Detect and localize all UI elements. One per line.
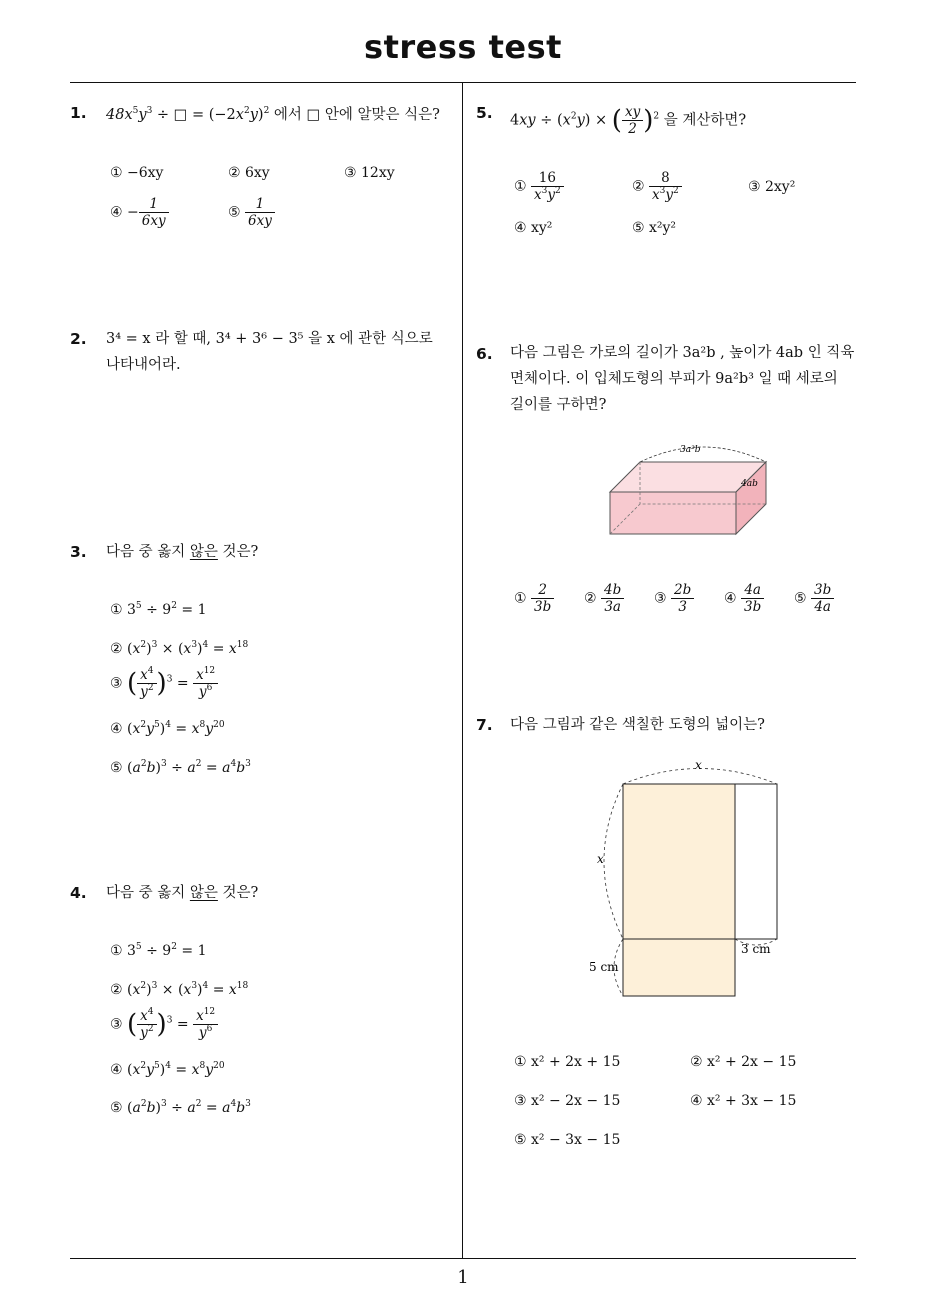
- q4-option-3[interactable]: ③ ( $\frac{x^4}{y^2}$ )$^3$ = $\frac{x^{12}}{y^6}$: [110, 1008, 218, 1041]
- question-4-number: 4.: [70, 884, 87, 902]
- q7-option-2[interactable]: ② x² + 2x − 15: [690, 1054, 797, 1070]
- q3-option-1[interactable]: ① $3^5 \div 9^2 = 1$: [110, 601, 207, 618]
- q6-option-2[interactable]: ② $\frac{4b}{3a}$: [584, 582, 624, 615]
- q6-option-3[interactable]: ③ $\frac{2b}{3}$: [654, 582, 694, 615]
- question-5-text: $4xy \div (x^2y)$ × ( $\frac{xy}{2}$ )$^2$ 을 계산하면?: [510, 104, 747, 137]
- q1-option-3[interactable]: ③ 12xy: [344, 165, 395, 181]
- fig-right-label: 4ab: [741, 479, 758, 489]
- question-3-number: 3.: [70, 543, 87, 561]
- q5-option-4[interactable]: ④ xy²: [514, 220, 553, 236]
- q3-option-5[interactable]: ⑤ $(a^2b)^3 \div a^2 = a^4b^3$: [110, 759, 251, 776]
- shaded-lower-rect: [623, 939, 735, 996]
- q1-option-4[interactable]: ④ − $\frac{1}{6xy}$: [110, 196, 169, 229]
- q1-option-1[interactable]: ① −6xy: [110, 165, 164, 181]
- cuboid-figure: [600, 438, 770, 538]
- q2-line-2: 나타내어라.: [106, 357, 181, 373]
- q4-option-2[interactable]: ② $(x^2)^3 \times (x^3)^4 = x^{18}$: [110, 981, 249, 998]
- q3-option-4[interactable]: ④ $(x^2y^5)^4 = x^8y^{20}$: [110, 720, 225, 737]
- page-title: stress test: [364, 28, 562, 66]
- q1-option-5[interactable]: ⑤ $\frac{1}{6xy}$: [228, 196, 275, 229]
- fig-top-x-label: x: [695, 758, 702, 772]
- q6-option-1[interactable]: ① $\frac{2}{3b}$: [514, 582, 554, 615]
- shaded-upper-rect: [623, 784, 735, 939]
- top-rule: [70, 82, 856, 83]
- shaded-area-figure: [585, 755, 795, 1005]
- question-1-number: 1.: [70, 104, 87, 122]
- fig-3cm-label: 3 cm: [741, 942, 771, 956]
- q7-option-1[interactable]: ① x² + 2x + 15: [514, 1054, 621, 1070]
- fig-5cm-label: 5 cm: [589, 960, 619, 974]
- q4-option-1[interactable]: ① $3^5 \div 9^2 = 1$: [110, 942, 207, 959]
- question-5-number: 5.: [476, 104, 493, 122]
- q6-option-5[interactable]: ⑤ $\frac{3b}{4a}$: [794, 582, 834, 615]
- q7-option-3[interactable]: ③ x² − 2x − 15: [514, 1093, 621, 1109]
- left-arc: [604, 784, 623, 939]
- q6-line-3: 길이를 구하면?: [510, 397, 607, 413]
- question-2-number: 2.: [70, 330, 87, 348]
- q6-option-4[interactable]: ④ $\frac{4a}{3b}$: [724, 582, 764, 615]
- q4-option-5[interactable]: ⑤ $(a^2b)^3 \div a^2 = a^4b^3$: [110, 1099, 251, 1116]
- question-7-text: 다음 그림과 같은 색칠한 도형의 넓이는?: [510, 717, 765, 733]
- question-4-text: 다음 중 옳지 않은 것은?: [106, 885, 259, 901]
- q7-option-4[interactable]: ④ x² + 3x − 15: [690, 1093, 797, 1109]
- q3-option-3[interactable]: ③ ( $\frac{x^4}{y^2}$ )$^3$ = $\frac{x^{12}}{y^6}$: [110, 667, 218, 700]
- fig-top-label: 3a²b: [680, 445, 701, 455]
- unshaded-strip: [735, 784, 777, 939]
- cuboid-front-face: [610, 492, 736, 534]
- question-3-text: 다음 중 옳지 않은 것은?: [106, 544, 259, 560]
- q5-option-1[interactable]: ① $\frac{16}{x^3y^2}$: [514, 170, 564, 203]
- question-2-text: [106, 326, 456, 378]
- q5-option-5[interactable]: ⑤ x²y²: [632, 220, 677, 236]
- q6-line-2: 면체이다. 이 입체도형의 부피가 9a²b³ 일 때 세로의: [510, 371, 838, 387]
- q3-option-2[interactable]: ② $(x^2)^3 \times (x^3)^4 = x^{18}$: [110, 640, 249, 657]
- q5-option-3[interactable]: ③ 2xy²: [748, 179, 796, 195]
- q4-option-4[interactable]: ④ $(x^2y^5)^4 = x^8y^{20}$: [110, 1061, 225, 1078]
- page-number: 1: [457, 1267, 469, 1288]
- fig-left-x-label: x: [597, 852, 604, 866]
- column-divider: [462, 82, 463, 1259]
- q1-option-2[interactable]: ② 6xy: [228, 165, 270, 181]
- question-6-number: 6.: [476, 345, 493, 363]
- q7-option-5[interactable]: ⑤ x² − 3x − 15: [514, 1132, 621, 1148]
- q6-line-1: 다음 그림은 가로의 길이가 3a²b , 높이가 4ab 인 직육: [510, 345, 855, 361]
- question-7-number: 7.: [476, 716, 493, 734]
- q5-option-2[interactable]: ② $\frac{8}{x^3y^2}$: [632, 170, 682, 203]
- q2-line-1: 3⁴ = x 라 할 때, 3⁴ + 3⁶ − 3⁵ 을 x 에 관한 식으로: [106, 331, 433, 347]
- bottom-rule: [70, 1258, 856, 1259]
- question-6-text: [510, 340, 860, 418]
- width-arc: [640, 447, 766, 462]
- question-1-text: $48x^5y^3$ ÷ □ = $(-2x^2y)^2$ 에서 □ 안에 알맞은 식은?: [106, 106, 440, 123]
